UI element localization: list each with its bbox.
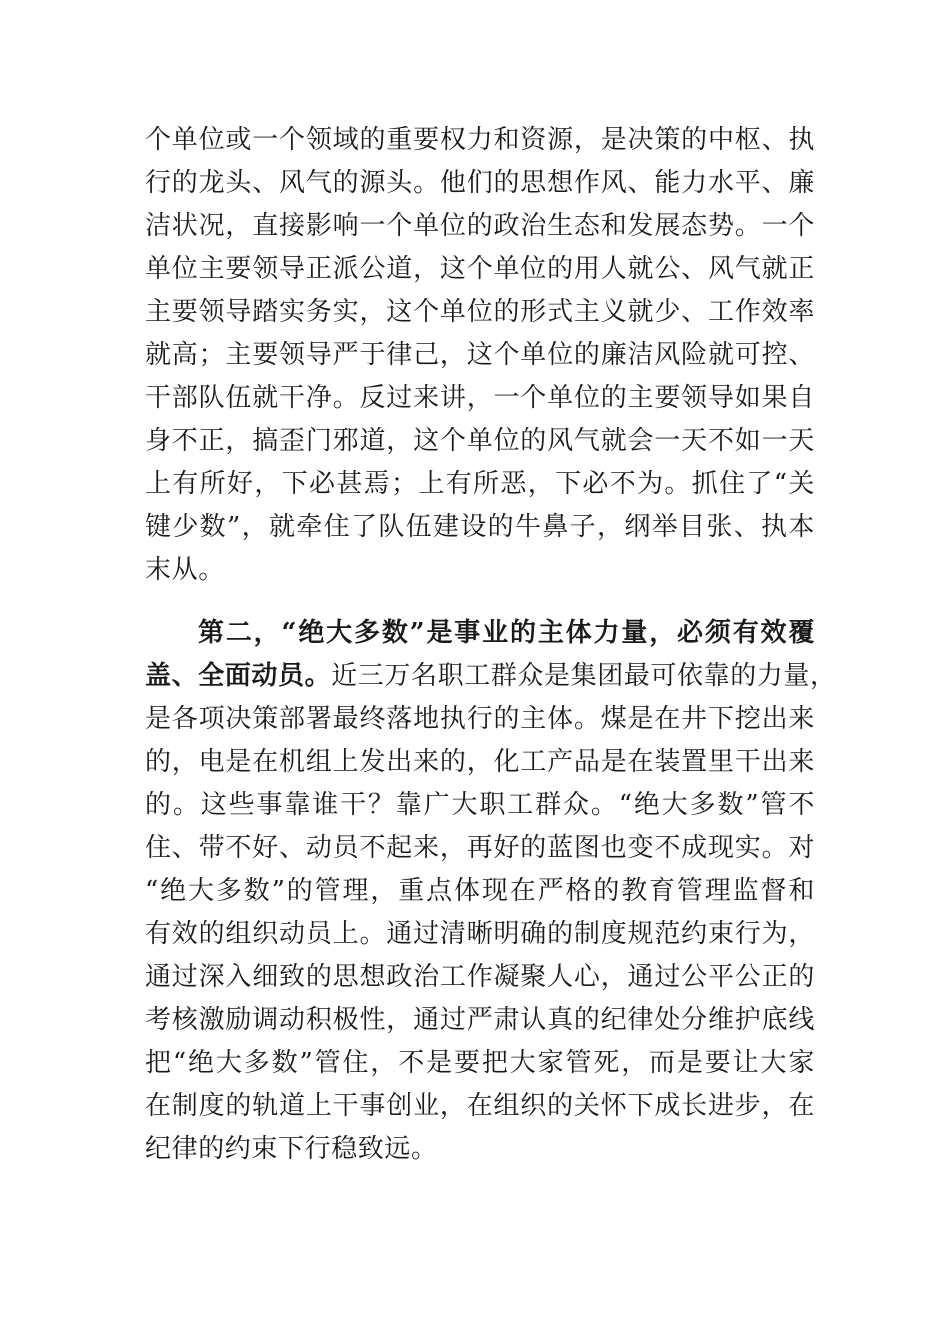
paragraph-line: 上有所好，下必甚焉；上有所恶，下必不为。抓住了“关	[145, 469, 815, 499]
paragraph-line: 住、带不好、动员不起来，再好的蓝图也变不成现实。对	[145, 833, 815, 863]
paragraph-line: 把“绝大多数”管住，不是要把大家管死，而是要让大家	[145, 1048, 815, 1078]
paragraph-line: 的，电是在机组上发出来的，化工产品是在装置里干出来	[145, 747, 815, 777]
paragraph-line: 个单位或一个领域的重要权力和资源，是决策的中枢、执	[145, 125, 815, 155]
paragraph-line: 单位主要领导正派公道，这个单位的用人就公、风气就正	[145, 254, 815, 284]
paragraph-line: 就高；主要领导严于律己，这个单位的廉洁风险就可控、	[145, 340, 815, 370]
paragraph-line	[145, 656, 837, 696]
paragraph-line: 有效的组织动员上。通过清晰明确的制度规范约束行为，	[145, 919, 815, 949]
paragraph-line: 的。这些事靠谁干？靠广大职工群众。“绝大多数”管不	[145, 790, 815, 820]
paragraph-line: 身不正，搞歪门邪道，这个单位的风气就会一天不如一天	[145, 426, 815, 456]
paragraph-line: 主要领导踏实务实，这个单位的形式主义就少、工作效率	[145, 297, 815, 327]
paragraph-line: 通过深入细致的思想政治工作凝聚人心，通过公平公正的	[145, 962, 815, 992]
paragraph-line: 考核激励调动积极性，通过严肃认真的纪律处分维护底线	[145, 1005, 815, 1035]
paragraph-line: 行的龙头、风气的源头。他们的思想作风、能力水平、廉	[145, 168, 815, 198]
paragraph-line: 键少数”，就牵住了队伍建设的牛鼻子，纲举目张、执本	[145, 512, 815, 542]
paragraph-line: 洁状况，直接影响一个单位的政治生态和发展态势。一个	[145, 211, 815, 241]
paragraph-line: 纪律的约束下行稳致远。	[145, 1134, 438, 1164]
paragraph-line: 是各项决策部署最终落地执行的主体。煤是在井下挖出来	[145, 704, 815, 734]
paragraph-line-rest: 近三万名职工群众是集团最可依靠的力量，	[331, 661, 837, 691]
paragraph-line: “绝大多数”的管理，重点体现在严格的教育管理监督和	[145, 876, 815, 906]
paragraph-line: 末从。	[145, 555, 225, 585]
paragraph-line: 在制度的轨道上干事创业，在组织的关怀下成长进步，在	[145, 1091, 815, 1121]
paragraph-line: 干部队伍就干净。反过来讲，一个单位的主要领导如果自	[145, 383, 815, 413]
section-heading: 第二，“绝大多数”是事业的主体力量，必须有效覆	[198, 618, 815, 648]
section-heading-end: 盖、全面动员。	[145, 661, 332, 691]
